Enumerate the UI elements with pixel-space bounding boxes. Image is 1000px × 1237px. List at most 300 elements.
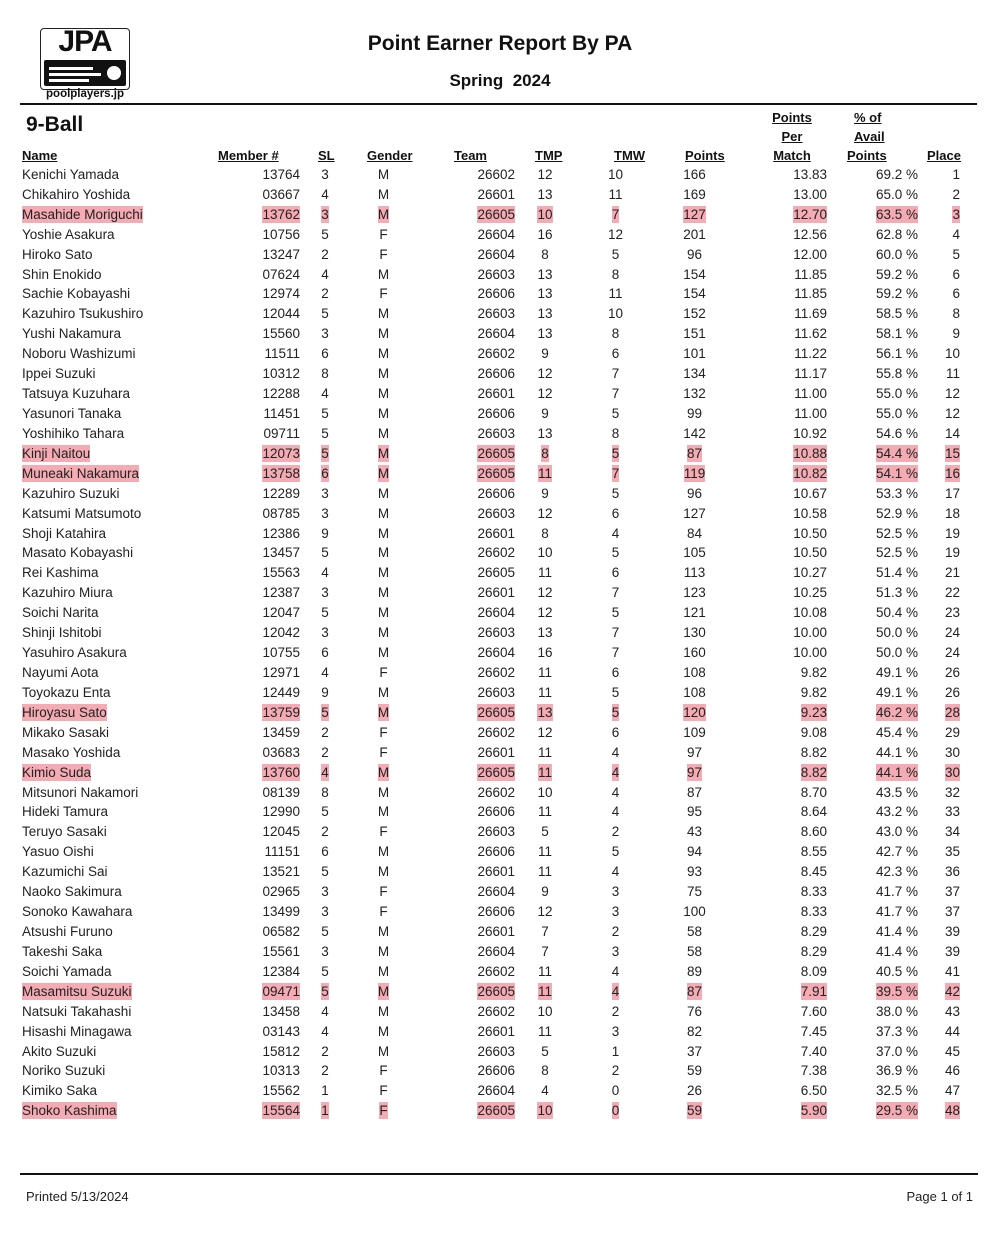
cell-place-value: 1 [952, 166, 960, 182]
cell-points-value: 134 [683, 366, 706, 382]
cell-sl-value: 5 [321, 425, 329, 441]
table-row [0, 603, 960, 623]
cell-ppm [733, 504, 827, 524]
cell-tmp [515, 1022, 575, 1042]
cell-points-value: 97 [686, 764, 703, 780]
page-number: Page 1 of 1 [906, 1189, 973, 1204]
cell-place-value: 12 [944, 406, 960, 422]
cell-pct-value: 43.2 % [875, 804, 918, 820]
cell-sl-value: 2 [321, 286, 329, 302]
cell-gender-value: M [377, 505, 390, 521]
cell-gender [350, 603, 417, 623]
cell-name-value: Hisashi Minagawa [22, 1023, 132, 1039]
cell-place-value: 4 [952, 226, 960, 242]
cell-points-value: 100 [683, 904, 706, 920]
cell-tmw-value: 5 [611, 844, 620, 860]
cell-sl [300, 344, 350, 364]
table-row [0, 882, 960, 902]
cell-team-value: 26603 [477, 425, 515, 441]
cell-gender [350, 703, 417, 723]
cell-ppm [733, 165, 827, 185]
cell-name-value: Masato Kobayashi [22, 545, 134, 561]
cell-gender-value: M [377, 605, 390, 621]
cell-team-value: 26603 [477, 625, 515, 641]
cell-pct-value: 56.1 % [875, 346, 918, 362]
cell-points [656, 623, 733, 643]
cell-name [0, 743, 237, 763]
cell-pct-value: 51.4 % [875, 565, 918, 581]
cell-ppm-value: 13.00 [793, 186, 827, 202]
cell-tmp [515, 862, 575, 882]
cell-ppm-value: 8.82 [800, 764, 827, 780]
cell-pct-value: 60.0 % [875, 246, 918, 262]
logo-caption: poolplayers.jp [46, 88, 124, 100]
cell-gender-value: M [377, 425, 390, 441]
cell-member-value: 12387 [262, 585, 300, 601]
cell-pct [827, 524, 918, 544]
cell-pct [827, 1061, 918, 1081]
cell-place-value: 21 [944, 565, 960, 581]
cell-tmp-value: 11 [537, 844, 552, 860]
cell-team [417, 982, 515, 1002]
cell-tmp-value: 5 [541, 1043, 549, 1059]
cell-place-value: 24 [944, 645, 960, 661]
cell-tmw-value: 0 [611, 1083, 620, 1099]
cell-member-value: 15812 [262, 1043, 300, 1059]
cell-pct-value: 42.7 % [875, 844, 918, 860]
cell-place [918, 304, 960, 324]
cell-team-value: 26606 [477, 844, 515, 860]
cell-ppm [733, 643, 827, 663]
cell-team [417, 683, 515, 703]
cell-pct-value: 32.5 % [875, 1083, 918, 1099]
cell-pct-value: 37.3 % [875, 1023, 918, 1039]
cell-tmw [575, 524, 656, 544]
cell-gender [350, 484, 417, 504]
cell-gender-value: F [379, 665, 388, 680]
cell-points [656, 1042, 733, 1062]
cell-name [0, 245, 237, 265]
cell-ppm [733, 723, 827, 743]
cell-member [237, 643, 300, 663]
cell-sl [300, 404, 350, 424]
logo-wordmark: JPA [58, 28, 112, 58]
cell-tmw [575, 185, 656, 205]
cell-member [237, 942, 300, 962]
cell-points-value: 37 [686, 1043, 703, 1059]
cell-ppm-value: 11.00 [794, 386, 827, 402]
cell-ppm [733, 324, 827, 344]
cell-team-value: 26601 [477, 386, 515, 402]
cell-points [656, 265, 733, 285]
cell-sl-value: 5 [321, 445, 329, 461]
cell-pct-value: 55.8 % [875, 366, 918, 382]
cell-team [417, 464, 515, 484]
cell-sl-value: 9 [321, 525, 329, 541]
col-header-ppm-line: Points [772, 110, 812, 125]
col-header-tmp: TMP [535, 148, 563, 163]
cell-sl-value: 5 [321, 545, 329, 561]
cell-gender [350, 1061, 417, 1081]
table-row [0, 942, 960, 962]
cell-team [417, 623, 515, 643]
cell-member [237, 544, 300, 564]
cell-team [417, 803, 515, 823]
cell-pct [827, 942, 918, 962]
cell-tmw-value: 8 [611, 266, 620, 282]
cell-team [417, 563, 515, 583]
cell-sl [300, 683, 350, 703]
cell-tmp-value: 12 [537, 166, 553, 182]
cell-ppm-value: 11.17 [794, 366, 827, 382]
cell-member-value: 12386 [262, 525, 300, 541]
cell-name [0, 265, 237, 285]
cell-ppm [733, 444, 827, 464]
cell-member-value: 13764 [262, 166, 300, 182]
cell-member-value: 12289 [262, 485, 300, 501]
cell-ppm-value: 8.82 [800, 744, 827, 760]
cell-name-value: Muneaki Nakamura [22, 465, 140, 481]
cell-sl-value: 3 [321, 206, 329, 222]
cell-sl-value: 5 [321, 983, 329, 999]
cell-member [237, 165, 300, 185]
cell-sl-value: 4 [321, 186, 329, 202]
cell-tmw-value: 0 [611, 1103, 620, 1119]
cell-place-value: 47 [944, 1083, 960, 1099]
cell-sl [300, 1042, 350, 1062]
cell-name [0, 683, 237, 703]
cell-sl-value: 1 [321, 1083, 329, 1099]
cell-ppm-value: 12.70 [793, 206, 827, 222]
cell-pct [827, 245, 918, 265]
table-row [0, 424, 960, 444]
cell-member [237, 245, 300, 265]
cell-gender [350, 245, 417, 265]
cell-place [918, 623, 960, 643]
cell-name-value: Chikahiro Yoshida [22, 186, 131, 202]
cell-pct-value: 58.1 % [875, 326, 918, 342]
cell-gender [350, 165, 417, 185]
cell-ppm-value: 10.92 [793, 425, 827, 441]
cell-sl-value: 3 [321, 884, 329, 900]
cell-place-value: 30 [944, 744, 960, 760]
cell-pct [827, 922, 918, 942]
cell-team-value: 26601 [477, 186, 515, 202]
cell-place-value: 29 [944, 724, 960, 740]
cell-tmp [515, 1101, 575, 1121]
cell-member-value: 10756 [262, 226, 300, 242]
cell-sl [300, 544, 350, 564]
cell-ppm [733, 1042, 827, 1062]
cell-gender [350, 1081, 417, 1101]
cell-name-value: Noriko Suzuki [22, 1063, 106, 1079]
cell-place-value: 28 [944, 704, 960, 720]
cell-tmp [515, 364, 575, 384]
cell-pct [827, 225, 918, 245]
cell-sl-value: 3 [321, 625, 329, 641]
cell-team [417, 225, 515, 245]
cell-team-value: 26602 [477, 963, 515, 979]
cell-member [237, 803, 300, 823]
cell-place [918, 384, 960, 404]
cell-points [656, 902, 733, 922]
cell-pct-value: 44.1 % [875, 744, 918, 760]
cell-name-value: Kazuhiro Tsukushiro [22, 306, 144, 322]
table-row [0, 663, 960, 683]
cell-name [0, 723, 237, 743]
cell-tmp-value: 7 [541, 923, 549, 939]
cell-member-value: 12044 [262, 306, 300, 322]
cell-pct-value: 62.8 % [875, 226, 918, 242]
cell-name-value: Hiroyasu Sato [22, 704, 107, 720]
cell-member [237, 285, 300, 305]
cell-ppm [733, 822, 827, 842]
table-row [0, 563, 960, 583]
cell-name [0, 544, 237, 564]
cell-place [918, 723, 960, 743]
cell-tmw-value: 7 [611, 585, 620, 601]
cell-sl-value: 2 [321, 1043, 329, 1059]
cell-sl [300, 484, 350, 504]
cell-tmp-value: 8 [541, 246, 549, 262]
table-row [0, 822, 960, 842]
cell-team [417, 743, 515, 763]
cell-pct [827, 763, 918, 783]
cell-place [918, 524, 960, 544]
cell-sl-value: 3 [321, 904, 329, 920]
cell-ppm-value: 10.00 [793, 645, 827, 661]
cell-team [417, 344, 515, 364]
cell-tmw-value: 7 [611, 206, 620, 222]
cell-team [417, 1042, 515, 1062]
cell-name-value: Yasuo Oishi [22, 844, 94, 860]
cell-sl-value: 5 [321, 406, 329, 422]
cell-name-value: Kazuhiro Suzuki [22, 485, 120, 501]
cell-member-value: 13247 [262, 246, 300, 262]
cell-name [0, 902, 237, 922]
cell-sl-value: 8 [321, 784, 329, 800]
cell-points [656, 663, 733, 683]
col-header-place: Place [927, 148, 961, 163]
cell-gender [350, 285, 417, 305]
cell-sl-value: 3 [321, 326, 329, 342]
cell-tmp-value: 13 [537, 704, 553, 720]
cell-tmp [515, 265, 575, 285]
cell-place [918, 583, 960, 603]
cell-team-value: 26604 [477, 326, 515, 342]
cell-gender-value: M [377, 585, 390, 601]
cell-tmw-value: 6 [611, 665, 620, 680]
cell-tmw [575, 444, 656, 464]
cell-member [237, 1022, 300, 1042]
cell-sl [300, 962, 350, 982]
cell-pct [827, 444, 918, 464]
cell-ppm-value: 7.91 [800, 983, 827, 999]
cell-name-value: Ippei Suzuki [22, 366, 96, 382]
cell-sl-value: 5 [321, 963, 329, 979]
cell-tmw [575, 504, 656, 524]
cell-ppm [733, 962, 827, 982]
cell-name-value: Kimiko Saka [22, 1083, 98, 1099]
cell-pct-value: 54.6 % [875, 425, 918, 441]
cell-member [237, 703, 300, 723]
table-row [0, 922, 960, 942]
cell-member [237, 862, 300, 882]
cell-points-value: 127 [683, 505, 706, 521]
cell-name-value: Takeshi Saka [22, 943, 103, 959]
cell-sl [300, 743, 350, 763]
cell-team-value: 26606 [477, 904, 515, 920]
cell-name-value: Shoji Katahira [22, 525, 107, 541]
cell-name-value: Soichi Yamada [22, 963, 112, 979]
cell-team-value: 26602 [477, 166, 515, 182]
cell-gender-value: M [377, 406, 390, 422]
cell-team [417, 1022, 515, 1042]
cell-member [237, 464, 300, 484]
cell-tmp-value: 7 [541, 943, 549, 959]
cell-sl [300, 922, 350, 942]
cell-place-value: 12 [944, 386, 960, 402]
cell-ppm [733, 743, 827, 763]
cell-tmp-value: 11 [537, 465, 552, 481]
cell-points-value: 58 [686, 923, 703, 939]
cell-team [417, 603, 515, 623]
cell-member [237, 563, 300, 583]
cell-gender [350, 663, 417, 683]
cell-name [0, 384, 237, 404]
cell-member [237, 962, 300, 982]
cell-member [237, 583, 300, 603]
cell-member [237, 364, 300, 384]
cell-ppm-value: 8.45 [800, 864, 827, 880]
cell-place [918, 743, 960, 763]
cell-pct [827, 544, 918, 564]
cell-points [656, 783, 733, 803]
table-row [0, 982, 960, 1002]
table-row [0, 763, 960, 783]
cell-ppm [733, 902, 827, 922]
col-header-ppm [765, 108, 819, 165]
cell-place-value: 15 [944, 445, 960, 461]
cell-name [0, 803, 237, 823]
cell-tmp-value: 10 [537, 545, 553, 561]
cell-place-value: 26 [944, 665, 960, 680]
cell-place-value: 44 [944, 1023, 960, 1039]
cell-place [918, 803, 960, 823]
cell-sl [300, 524, 350, 544]
cell-points-value: 108 [683, 665, 706, 680]
cell-team [417, 942, 515, 962]
cell-name-value: Soichi Narita [22, 605, 99, 621]
cell-sl [300, 285, 350, 305]
cell-gender [350, 1042, 417, 1062]
cell-sl-value: 5 [321, 704, 329, 720]
cell-sl-value: 2 [321, 824, 329, 840]
cell-gender [350, 882, 417, 902]
logo-stripe [49, 67, 93, 70]
cell-name [0, 504, 237, 524]
cell-member [237, 783, 300, 803]
cell-gender-value: M [377, 764, 390, 780]
cell-tmp [515, 763, 575, 783]
table-row [0, 384, 960, 404]
cell-sl-value: 8 [321, 366, 329, 382]
cell-place-value: 22 [944, 585, 960, 601]
cell-ppm [733, 803, 827, 823]
cell-ppm-value: 9.23 [800, 704, 827, 720]
cell-gender [350, 763, 417, 783]
cell-tmp-value: 9 [541, 884, 549, 900]
cell-name [0, 623, 237, 643]
cell-tmw-value: 5 [611, 545, 620, 561]
cell-name-value: Masahide Moriguchi [22, 206, 143, 222]
cell-name-value: Tatsuya Kuzuhara [22, 386, 131, 402]
cell-points-value: 76 [686, 1003, 703, 1019]
cell-pct [827, 982, 918, 1002]
cell-member [237, 504, 300, 524]
cell-tmw [575, 763, 656, 783]
cell-team [417, 424, 515, 444]
cell-points [656, 304, 733, 324]
cell-gender [350, 623, 417, 643]
col-header-ppm-line: Per [781, 129, 803, 144]
cell-tmw [575, 205, 656, 225]
cell-team-value: 26605 [477, 704, 515, 720]
cell-name-value: Kinji Naitou [22, 445, 91, 461]
table-row [0, 324, 960, 344]
cell-team [417, 1061, 515, 1081]
cell-tmw-value: 8 [611, 425, 620, 441]
cell-tmw [575, 464, 656, 484]
cell-gender-value: M [377, 306, 390, 322]
cell-pct [827, 723, 918, 743]
cell-name-value: Akito Suzuki [22, 1043, 97, 1059]
cell-tmp-value: 4 [541, 1083, 549, 1099]
cell-place-value: 39 [944, 923, 960, 939]
cell-pct [827, 902, 918, 922]
cell-points [656, 683, 733, 703]
cell-place-value: 39 [944, 943, 960, 959]
cell-ppm-value: 7.60 [800, 1003, 827, 1019]
cell-points-value: 94 [686, 844, 703, 860]
cell-pct-value: 55.0 % [875, 386, 918, 402]
table-row [0, 743, 960, 763]
cell-tmp-value: 13 [537, 186, 553, 202]
col-header-team: Team [454, 148, 487, 163]
cell-member [237, 723, 300, 743]
cell-tmp [515, 663, 575, 683]
cell-gender [350, 583, 417, 603]
cell-points-value: 26 [686, 1083, 703, 1099]
cell-member-value: 12384 [262, 963, 300, 979]
cell-tmw [575, 364, 656, 384]
cell-gender-value: M [377, 844, 390, 860]
cell-tmw [575, 1061, 656, 1081]
cell-gender [350, 942, 417, 962]
table-row [0, 783, 960, 803]
cell-name [0, 1061, 237, 1081]
col-header-pct [847, 108, 903, 165]
cell-member [237, 1042, 300, 1062]
cell-place [918, 842, 960, 862]
cell-team-value: 26604 [477, 226, 515, 242]
cell-name [0, 763, 237, 783]
cell-place [918, 1061, 960, 1081]
cell-tmp [515, 544, 575, 564]
cell-ppm-value: 8.09 [800, 963, 827, 979]
cell-place [918, 185, 960, 205]
cell-name [0, 444, 237, 464]
